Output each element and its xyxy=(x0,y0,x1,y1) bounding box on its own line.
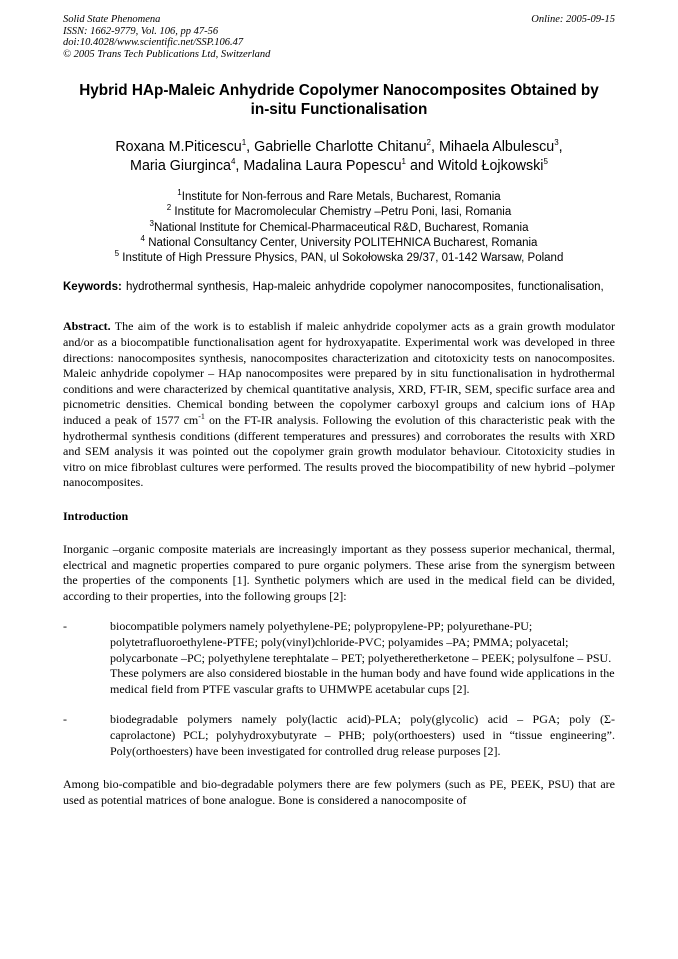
affiliation-text: National Consultancy Center, University POLITEHNICA Bucharest, Romania xyxy=(145,236,538,249)
list-item xyxy=(63,619,615,697)
keywords-text: hydrothermal synthesis, Hap-maleic anhydride copolymer nanocomposites, functionalisation, xyxy=(121,281,604,294)
author: Maria Giurginca xyxy=(130,158,231,174)
intro-paragraph-1: Inorganic –organic composite materials are increasingly important as they possess superior mechanical, thermal, electrical and magnetic properties compared to pure organic polymers. These arise from the synergism between the properties of the components [1]. Synthetic polymers which are used in the medical field can be divided, according to their properties, into the following groups [2]: xyxy=(63,542,615,603)
abstract-unit-sup: -1 xyxy=(198,412,205,422)
author-affil-sup: 2 xyxy=(426,138,431,148)
author-sep: , xyxy=(558,139,563,155)
affiliation xyxy=(63,205,615,220)
list-dash: - xyxy=(63,619,67,634)
author-sep: , xyxy=(431,139,439,155)
keywords xyxy=(63,280,615,295)
keywords-label: Keywords: xyxy=(63,281,122,294)
paper-title xyxy=(63,81,615,119)
author: Witold Łojkowski xyxy=(437,158,544,174)
abstract xyxy=(63,319,615,491)
journal-header xyxy=(63,14,615,60)
affiliation-number: 4 xyxy=(140,234,145,244)
abstract-text: The aim of the work is to establish if maleic anhydride copolymer acts as a grain growth modulator and/or as a biocompatible functionalisation agent for hydroxyapatite. Experimental work was developed in three directions: nanocomposites synthesis, nanocomposites characterization and citotoxicity tests on nanocomposites. Maleic anhydride copolymer – HAp nanocomposites were prepared by in situ functionalisation in hydrothermal conditions and were characterized by chemical quantitative analysis, XRD, FT-IR, SEM, specific surface area and picnometric densities. Chemical bonding between the copolymer carboxyl groups and calcium ions of HAp induced a peak of 1577 cm xyxy=(63,319,615,428)
list-item-text: biocompatible polymers namely polyethylene-PE; polypropylene-PP; polyurethane-PU; polytetrafluoroethylene-PTFE; poly(vinyl)chloride-PVC; polyamides –PA; PMMA; polyacetal; polycarbonate –PC; polyethylene terephtalate – PET; polyetheretherketone – PEEK; polysulfone – PSU. These polymers are also considered biostable in the human body and have found wide applications in the medical field from PTFE vascular grafts to UHMWPE acetabular cups [2]. xyxy=(110,619,615,696)
journal-name: Solid State Phenomena xyxy=(63,14,161,25)
affiliation-text: Institute for Macromolecular Chemistry –Petru Poni, Iasi, Romania xyxy=(171,206,512,219)
affiliation-list xyxy=(63,190,615,266)
affiliation xyxy=(63,236,615,251)
journal-copyright: © 2005 Trans Tech Publications Ltd, Switzerland xyxy=(63,48,271,60)
list-item xyxy=(63,712,615,759)
author-sep: and xyxy=(406,158,438,174)
list-dash: - xyxy=(63,712,67,727)
author-affil-sup: 1 xyxy=(401,157,406,167)
journal-doi[interactable]: doi:10.4028/www.scientific.net/SSP.106.47 xyxy=(63,37,244,48)
abstract-label: Abstract. xyxy=(63,319,111,334)
affiliation-number: 1 xyxy=(177,188,182,198)
intro-paragraph-2: Among bio-compatible and bio-degradable polymers there are few polymers (such as PE, PEEK, PSU) that are used as potential matrices of bone analogue. Bone is considered a nanocomposite of xyxy=(63,777,615,807)
author-affil-sup: 4 xyxy=(230,157,236,167)
journal-issn: ISSN: 1662-9779, Vol. 106, pp 47-56 xyxy=(63,25,219,37)
title-line-1: Hybrid HAp-Maleic Anhydride Copolymer Nanocomposites Obtained by xyxy=(79,82,599,99)
affiliation xyxy=(63,190,615,205)
author: Roxana M.Piticescu xyxy=(115,139,242,155)
author-affil-sup: 5 xyxy=(543,157,548,167)
author: Madalina Laura Popescu xyxy=(243,158,402,174)
author-sep: , xyxy=(235,158,244,174)
paper-page xyxy=(63,14,615,808)
affiliation-text: Institute of High Pressure Physics, PAN, ul Sokołowska 29/37, 01-142 Warsaw, Poland xyxy=(119,252,564,265)
author-affil-sup: 3 xyxy=(554,138,559,148)
affiliation-text: National Institute for Chemical-Pharmaceutical R&D, Bucharest, Romania xyxy=(153,221,529,234)
author-list xyxy=(63,138,615,176)
author: Gabrielle Charlotte Chitanu xyxy=(254,139,427,155)
affiliation-number: 2 xyxy=(166,203,172,213)
author-sep: , xyxy=(246,139,255,155)
affiliation-number: 3 xyxy=(149,218,154,228)
author-affil-sup: 1 xyxy=(241,138,247,148)
affiliation xyxy=(63,251,615,266)
online-date: Online: 2005-09-15 xyxy=(531,14,615,25)
affiliation-text: Institute for Non-ferrous and Rare Metals, Bucharest, Romania xyxy=(181,191,501,203)
affiliation xyxy=(63,218,615,236)
affiliation-number: 5 xyxy=(114,249,120,259)
section-heading-introduction: Introduction xyxy=(63,509,129,524)
title-line-2: in-situ Functionalisation xyxy=(250,101,428,118)
abstract-text-cont: on the FT-IR analysis. Following the evolution of this characteristic peak with the hydrothermal synthesis conditions (different temperatures and pressures) and corroborates the results with XRD and SEM analysis it was pointed out the copolymer grain growth modulator behaviour. Citotoxicity studies in vitro on mice fibroblast cultures were performed. The results proved the biocompatibility of new hybrid –polymer nanocomposites. xyxy=(63,413,616,490)
list-item-text: biodegradable polymers namely poly(lactic acid)-PLA; poly(glycolic) acid – PGA; poly (Σ-caprolactone) PCL; polyhydroxybutyrate – PHB; poly(orthoesters) used in “tissue engineering”. Poly(orthoesters) have been investigated for controlled drug release purposes [2]. xyxy=(110,712,615,758)
author: Mihaela Albulescu xyxy=(438,139,555,155)
